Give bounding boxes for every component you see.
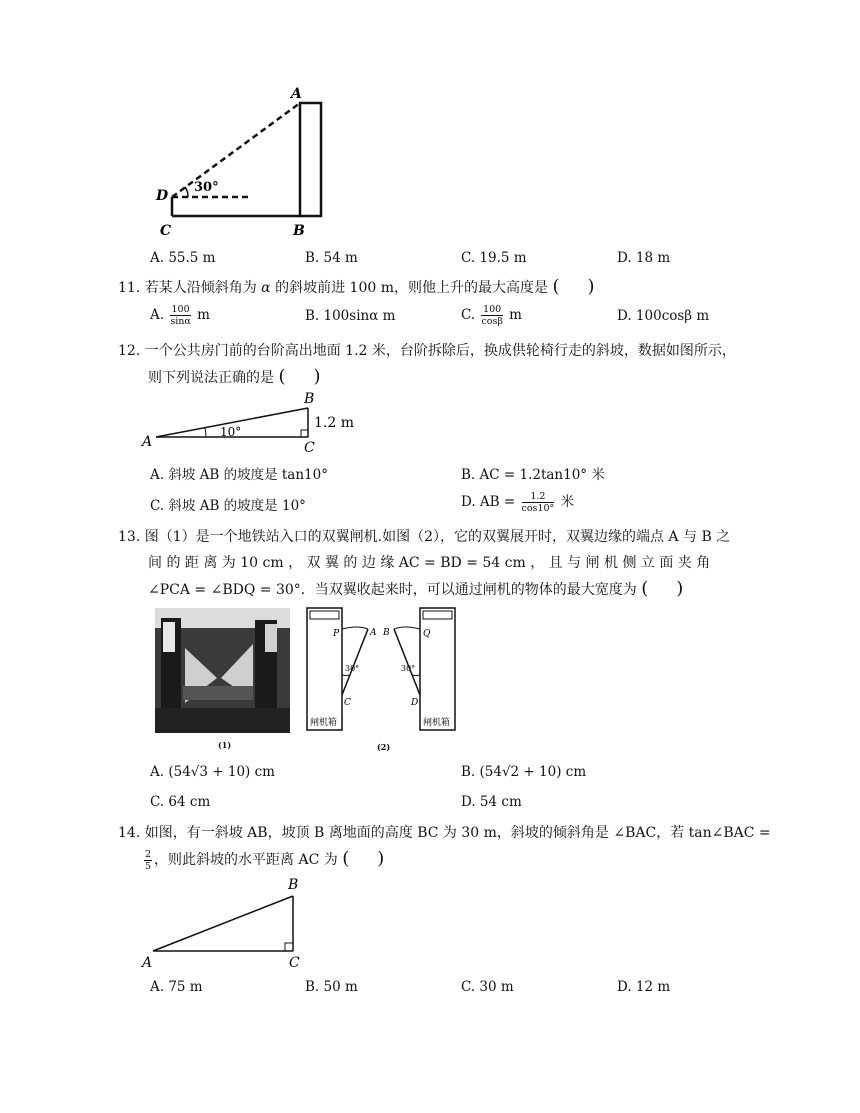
q11-stem: 11. 若某人沿倾斜角为 α 的斜坡前进 100 m，则他上升的最大高度是 ( ) — [118, 276, 595, 297]
q11-text-post: 的斜坡前进 100 m，则他上升的最大高度是 — [270, 280, 548, 296]
q10-label-angle: 30° — [194, 180, 219, 195]
q12-option-b[interactable]: B. AC = 1.2tan10° 米 — [461, 467, 605, 483]
q13-stem-line2: 间 的 距 离 为 10 cm ， 双 翼 的 边 缘 AC = BD = 54 cm ， 且 与 闸 机 侧 立 面 夹 角 — [148, 555, 711, 571]
q13-label-angle-right: 30° — [401, 664, 416, 673]
q14-label-b: B — [288, 877, 299, 893]
q13-label-box-left: 闸机箱 — [310, 718, 338, 728]
q13-option-a[interactable]: A. (54√3 + 10) cm — [150, 764, 275, 780]
q13-stem-line3: ∠PCA = ∠BDQ = 30°．当双翼收起来时，可以通过闸机的物体的最大宽度为 ( ) — [148, 578, 684, 599]
q11-option-c-fraction: $\frac{100}{\cos\beta}$ — [481, 304, 503, 327]
q13-label-c: C — [344, 698, 351, 708]
q13-option-c[interactable]: C. 64 cm — [150, 794, 211, 810]
q10-label-c: C — [160, 223, 172, 239]
q14-option-b[interactable]: B. 50 m — [305, 979, 358, 995]
q10-label-b: B — [293, 223, 305, 239]
q13-label-b: B — [383, 628, 390, 638]
q14-option-a[interactable]: A. 75 m — [150, 979, 203, 995]
q12-figure — [140, 390, 370, 460]
q13-caption-2: (2) — [377, 742, 391, 752]
q13-gate-photo — [155, 608, 290, 733]
q11-option-a[interactable]: A. $\frac{100}{\sin\alpha}$ m — [150, 304, 210, 327]
q13-label-q: Q — [423, 629, 431, 639]
q11-option-a-fraction: $\frac{100}{\sin\alpha}$ — [170, 304, 191, 327]
q12-label-height: 1.2 m — [314, 415, 354, 431]
q10-option-d[interactable]: D. 18 m — [617, 250, 671, 266]
q12-stem-line2: 则下列说法正确的是 ( ) — [148, 366, 321, 387]
q12-label-b: B — [304, 391, 315, 407]
q10-label-d: D — [156, 188, 169, 204]
q12-stem-line1: 12. 一个公共房门前的台阶高出地面 1.2 米，台阶拆除后，换成供轮椅行走的斜坡，数据如图所示， — [118, 343, 736, 359]
q11-option-d[interactable]: D. 100cosβ m — [617, 308, 710, 324]
q12-option-a[interactable]: A. 斜坡 AB 的坡度是 tan10° — [150, 467, 328, 483]
q13-gate-diagram — [300, 605, 470, 755]
q12-label-angle: 10° — [220, 425, 242, 439]
q12-label-a: A — [142, 434, 153, 450]
q14-option-c[interactable]: C. 30 m — [461, 979, 514, 995]
q14-stem-line2: $\frac{2}{5}$ ，则此斜坡的水平距离 AC 为 ( ) — [145, 848, 385, 872]
q14-label-c: C — [289, 955, 300, 971]
q13-label-angle-left: 30° — [345, 664, 360, 673]
q14-label-a: A — [142, 955, 153, 971]
q13-label-p: P — [333, 629, 340, 639]
q10-label-a: A — [291, 86, 302, 102]
q12-option-c[interactable]: C. 斜坡 AB 的坡度是 10° — [150, 498, 306, 514]
q12-label-c: C — [304, 440, 315, 456]
q11-option-b[interactable]: B. 100sinα m — [305, 308, 396, 324]
q10-option-b[interactable]: B. 54 m — [305, 250, 358, 266]
q10-option-c[interactable]: C. 19.5 m — [461, 250, 527, 266]
q11-text-pre: 11. 若某人沿倾斜角为 — [118, 280, 262, 296]
q13-stem-line1: 13. 图（1）是一个地铁站入口的双翼闸机.如图（2），它的双翼展开时，双翼边缘的端点 A 与 B 之 — [118, 529, 731, 545]
q13-caption-1: (1) — [218, 740, 232, 750]
q13-label-d: D — [411, 698, 419, 708]
q14-figure — [140, 872, 320, 972]
q12-option-d[interactable]: D. AB = $\frac{1.2}{\cos 10^\circ}$ 米 — [461, 491, 575, 514]
q14-option-d[interactable]: D. 12 m — [617, 979, 671, 995]
q13-label-a: A — [370, 628, 377, 638]
q13-label-box-right: 闸机箱 — [423, 718, 451, 728]
q13-option-d[interactable]: D. 54 cm — [461, 794, 522, 810]
q11-alpha: α — [261, 280, 271, 296]
q14-stem-line1: 14. 如图，有一斜坡 AB，坡顶 B 离地面的高度 BC 为 30 m，斜坡的倾斜角是 ∠BAC，若 tan∠BAC = — [118, 825, 771, 841]
q10-figure — [150, 80, 340, 240]
q10-option-a[interactable]: A. 55.5 m — [150, 250, 216, 266]
q13-option-b[interactable]: B. (54√2 + 10) cm — [461, 764, 587, 780]
q12-option-d-fraction: $\frac{1.2}{\cos 10^\circ}$ — [521, 491, 555, 514]
q11-option-c[interactable]: C. $\frac{100}{\cos\beta}$ m — [461, 304, 522, 327]
q14-fraction: $\frac{2}{5}$ — [145, 848, 152, 872]
